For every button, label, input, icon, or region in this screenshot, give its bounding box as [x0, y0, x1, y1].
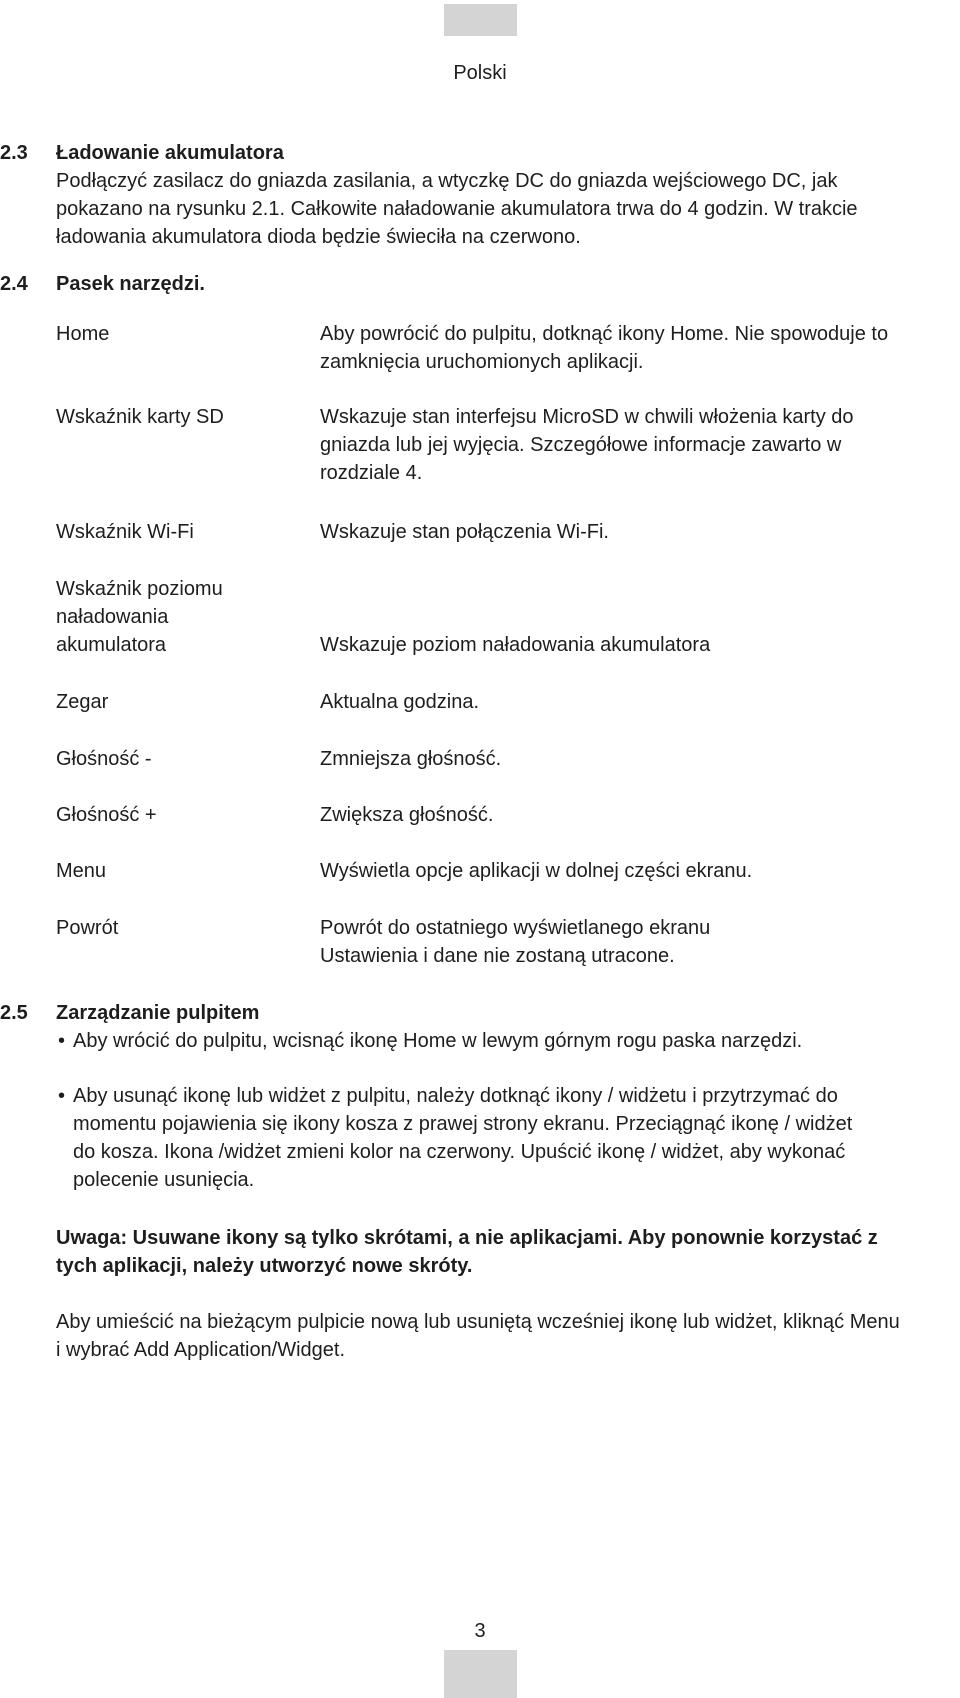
desc-line: gniazda lub jej wyjęcia. Szczegółowe informacje zawarto w: [320, 434, 842, 456]
label-line: Home: [56, 323, 110, 345]
label-line: Menu: [56, 860, 107, 882]
toolbar-row-description: [320, 914, 960, 970]
toolbar-row-label: [56, 403, 296, 431]
label-line: Głośność -: [56, 748, 152, 770]
label-line: Wskaźnik Wi-Fi: [56, 521, 194, 543]
label-line: Powrót: [56, 917, 119, 939]
paragraph-line: ładowania akumulatora dioda będzie świeciła na czerwono.: [56, 226, 581, 248]
bullet-line: Aby usunąć ikonę lub widżet z pulpitu, należy dotknąć ikony / widżetu i przytrzymać do: [73, 1085, 838, 1107]
bullet-line: Aby wrócić do pulpitu, wcisnąć ikonę Home w lewym górnym rogu paska narzędzi.: [73, 1030, 803, 1052]
toolbar-row-label: [56, 914, 296, 942]
charging-paragraph: [56, 167, 956, 251]
label-line: Zegar: [56, 691, 109, 713]
note-paragraph: [56, 1224, 956, 1280]
section-title: Zarządzanie pulpitem: [56, 1002, 260, 1024]
desc-line: Zmniejsza głośność.: [320, 748, 502, 770]
note-line: tych aplikacji, należy utworzyć nowe skróty.: [56, 1255, 473, 1277]
paragraph-line: Aby umieścić na bieżącym pulpicie nową lub usuniętą wcześniej ikonę lub widżet, kliknąć Menu: [56, 1311, 900, 1333]
toolbar-row-label: [56, 518, 296, 546]
toolbar-row-label: [56, 688, 296, 716]
toolbar-row-label: [56, 320, 296, 348]
bullet-line: do kosza. Ikona /widżet zmieni kolor na czerwony. Upuścić ikonę / widżet, aby wykonać: [73, 1141, 846, 1163]
bullet-line: momentu pojawienia się ikony kosza z prawej strony ekranu. Przeciągnąć ikonę / widżet: [73, 1113, 853, 1135]
section-title: Ładowanie akumulatora: [56, 142, 284, 164]
label-line: Wskaźnik karty SD: [56, 406, 224, 428]
desc-line: Wskazuje poziom naładowania akumulatora: [320, 634, 711, 656]
section-number: 2.5: [0, 1002, 28, 1024]
toolbar-row-description: [320, 631, 960, 659]
closing-paragraph: [56, 1308, 956, 1364]
bullet-text: [73, 1027, 953, 1055]
bullet-icon: •: [58, 1085, 66, 1107]
note-line: Uwaga: Usuwane ikony są tylko skrótami, a nie aplikacjami. Aby ponownie korzystać z: [56, 1227, 878, 1249]
desc-line: zamknięcia uruchomionych aplikacji.: [320, 351, 644, 373]
toolbar-row-label: [56, 745, 296, 773]
desc-line: Aktualna godzina.: [320, 691, 480, 713]
toolbar-row-description: [320, 518, 960, 546]
paragraph-line: i wybrać Add Application/Widget.: [56, 1339, 346, 1361]
desc-line: Ustawienia i dane nie zostaną utracone.: [320, 945, 675, 967]
paragraph-line: Podłączyć zasilacz do gniazda zasilania, a wtyczkę DC do gniazda wejściowego DC, jak: [56, 170, 838, 192]
toolbar-row-label: [56, 857, 296, 885]
desc-line: Zwiększa głośność.: [320, 804, 494, 826]
bullet-line: polecenie usunięcia.: [73, 1169, 255, 1191]
toolbar-row-label: [56, 575, 296, 659]
bullet-icon: •: [58, 1030, 66, 1052]
label-line: naładowania: [56, 606, 169, 628]
toolbar-row-description: [320, 688, 960, 716]
language-header: Polski: [453, 62, 507, 84]
toolbar-row-description: [320, 801, 960, 829]
label-line: Głośność +: [56, 804, 157, 826]
section-number: 2.3: [0, 142, 28, 164]
section-title: Pasek narzędzi.: [56, 273, 205, 295]
label-line: Wskaźnik poziomu: [56, 578, 223, 600]
toolbar-row-label: [56, 801, 296, 829]
paragraph-line: pokazano na rysunku 2.1. Całkowite naładowanie akumulatora trwa do 4 godzin. W trakcie: [56, 198, 858, 220]
desc-line: Aby powrócić do pulpitu, dotknąć ikony Home. Nie spowoduje to: [320, 323, 889, 345]
label-line: akumulatora: [56, 634, 167, 656]
bottom-tab-marker: [444, 1650, 517, 1698]
top-tab-marker: [444, 4, 517, 36]
desc-line: Wskazuje stan połączenia Wi-Fi.: [320, 521, 609, 543]
toolbar-row-description: [320, 403, 960, 487]
section-number: 2.4: [0, 273, 28, 295]
page-number: 3: [474, 1620, 486, 1642]
desc-line: Wskazuje stan interfejsu MicroSD w chwili włożenia karty do: [320, 406, 854, 428]
desc-line: rozdziale 4.: [320, 462, 423, 484]
desc-line: Wyświetla opcje aplikacji w dolnej części ekranu.: [320, 860, 753, 882]
toolbar-row-description: [320, 320, 960, 376]
toolbar-row-description: [320, 857, 960, 885]
toolbar-row-description: [320, 745, 960, 773]
desc-line: Powrót do ostatniego wyświetlanego ekranu: [320, 917, 711, 939]
bullet-text: [73, 1082, 953, 1194]
